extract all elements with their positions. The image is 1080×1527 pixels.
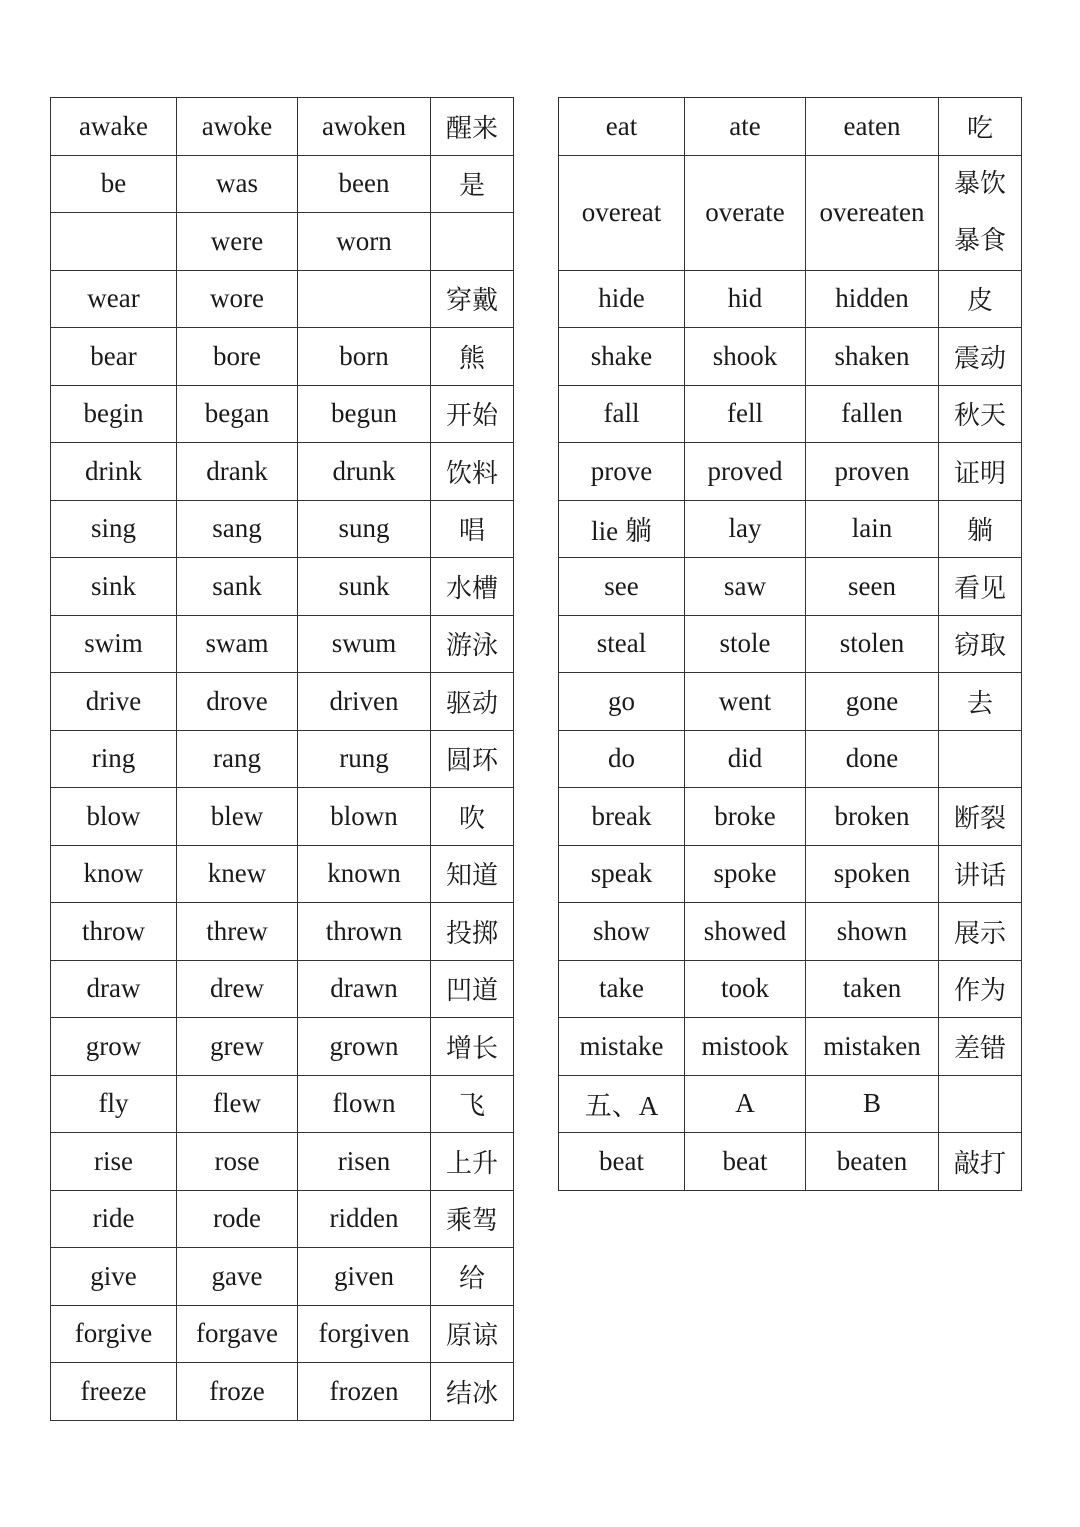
table-row xyxy=(51,1248,514,1306)
base-form-cell: know xyxy=(51,845,177,903)
past-tense-cell: drank xyxy=(177,443,298,501)
past-participle-cell: lain xyxy=(806,500,939,558)
table-row xyxy=(51,500,514,558)
base-form-cell: mistake xyxy=(559,1018,685,1076)
base-form-cell: beat xyxy=(559,1133,685,1191)
meaning-cell: 水槽 xyxy=(431,558,514,616)
table-row xyxy=(559,615,1022,673)
past-participle-cell: proven xyxy=(806,443,939,501)
table-row xyxy=(51,1363,514,1421)
past-tense-cell: saw xyxy=(685,558,806,616)
base-form-cell: drink xyxy=(51,443,177,501)
past-participle-cell: broken xyxy=(806,788,939,846)
table-row xyxy=(51,673,514,731)
meaning-cell: 知道 xyxy=(431,845,514,903)
past-participle-cell: thrown xyxy=(298,903,431,961)
past-participle-cell: stolen xyxy=(806,615,939,673)
past-participle-cell: been xyxy=(298,155,431,213)
past-tense-cell: were xyxy=(177,213,298,271)
base-form-cell: bear xyxy=(51,328,177,386)
base-form-cell: hide xyxy=(559,270,685,328)
past-participle-cell: risen xyxy=(298,1133,431,1191)
meaning-cell: 上升 xyxy=(431,1133,514,1191)
past-tense-cell: flew xyxy=(177,1075,298,1133)
meaning-cell: 证明 xyxy=(939,443,1022,501)
past-tense-cell: went xyxy=(685,673,806,731)
base-form-cell: ride xyxy=(51,1190,177,1248)
base-form-cell: blow xyxy=(51,788,177,846)
meaning-cell: 讲话 xyxy=(939,845,1022,903)
meaning-cell: 秋天 xyxy=(939,385,1022,443)
meaning-cell: 断裂 xyxy=(939,788,1022,846)
past-participle-cell: shown xyxy=(806,903,939,961)
past-participle-cell: known xyxy=(298,845,431,903)
table-row xyxy=(559,98,1022,156)
table-row xyxy=(51,98,514,156)
past-participle-cell: drawn xyxy=(298,960,431,1018)
table-row xyxy=(51,615,514,673)
right-table-body xyxy=(559,98,1022,1191)
table-row xyxy=(559,155,1022,270)
base-form-cell: take xyxy=(559,960,685,1018)
base-form-cell: draw xyxy=(51,960,177,1018)
meaning-cell xyxy=(939,1075,1022,1133)
base-form-cell: give xyxy=(51,1248,177,1306)
meaning-cell: 穿戴 xyxy=(431,270,514,328)
past-tense-cell: ate xyxy=(685,98,806,156)
base-form-cell: speak xyxy=(559,845,685,903)
meaning-line: 暴饮 xyxy=(953,168,1006,199)
past-tense-cell: lay xyxy=(685,500,806,558)
past-tense-cell: was xyxy=(177,155,298,213)
meaning-cell: 震动 xyxy=(939,328,1022,386)
past-participle-cell: sung xyxy=(298,500,431,558)
table-row xyxy=(51,385,514,443)
meaning-cell: 原谅 xyxy=(431,1305,514,1363)
past-participle-cell: sunk xyxy=(298,558,431,616)
past-tense-cell: took xyxy=(685,960,806,1018)
past-tense-cell: beat xyxy=(685,1133,806,1191)
base-form-cell: eat xyxy=(559,98,685,156)
meaning-cell: 唱 xyxy=(431,500,514,558)
past-tense-cell: rose xyxy=(177,1133,298,1191)
table-row xyxy=(51,903,514,961)
base-form-cell: begin xyxy=(51,385,177,443)
table-row xyxy=(559,903,1022,961)
past-tense-cell: hid xyxy=(685,270,806,328)
meaning-cell: 游泳 xyxy=(431,615,514,673)
meaning-cell: 增长 xyxy=(431,1018,514,1076)
meaning-cell: 作为 xyxy=(939,960,1022,1018)
base-form-cell: go xyxy=(559,673,685,731)
base-form-cell: awake xyxy=(51,98,177,156)
base-form-cell: rise xyxy=(51,1133,177,1191)
past-tense-cell: threw xyxy=(177,903,298,961)
base-form-cell: throw xyxy=(51,903,177,961)
past-tense-cell: drove xyxy=(177,673,298,731)
left-verb-table xyxy=(50,97,514,1421)
past-tense-cell: sank xyxy=(177,558,298,616)
table-row xyxy=(51,1075,514,1133)
table-row xyxy=(559,845,1022,903)
past-participle-cell: frozen xyxy=(298,1363,431,1421)
past-participle-cell: driven xyxy=(298,673,431,731)
base-form-cell: break xyxy=(559,788,685,846)
past-tense-cell: bore xyxy=(177,328,298,386)
past-participle-cell: worn xyxy=(298,213,431,271)
table-row xyxy=(51,558,514,616)
past-participle-cell: awoken xyxy=(298,98,431,156)
base-form-cell: forgive xyxy=(51,1305,177,1363)
meaning-cell: 吹 xyxy=(431,788,514,846)
base-form-cell: prove xyxy=(559,443,685,501)
base-form-cell: steal xyxy=(559,615,685,673)
table-row xyxy=(559,385,1022,443)
meaning-cell: 飞 xyxy=(431,1075,514,1133)
past-participle-cell: begun xyxy=(298,385,431,443)
meaning-cell xyxy=(431,213,514,271)
meaning-cell: 皮 xyxy=(939,270,1022,328)
meaning-cell: 饮料 xyxy=(431,443,514,501)
past-tense-cell: rang xyxy=(177,730,298,788)
past-tense-cell: spoke xyxy=(685,845,806,903)
past-participle-cell: forgiven xyxy=(298,1305,431,1363)
past-participle-cell: overeaten xyxy=(806,155,939,270)
past-tense-cell: forgave xyxy=(177,1305,298,1363)
table-row xyxy=(559,270,1022,328)
past-participle-cell xyxy=(298,270,431,328)
past-tense-cell: proved xyxy=(685,443,806,501)
past-tense-cell: grew xyxy=(177,1018,298,1076)
table-row xyxy=(559,1018,1022,1076)
past-participle-cell: eaten xyxy=(806,98,939,156)
past-participle-cell: grown xyxy=(298,1018,431,1076)
meaning-cell: 吃 xyxy=(939,98,1022,156)
past-tense-cell: mistook xyxy=(685,1018,806,1076)
table-row xyxy=(559,673,1022,731)
past-participle-cell: mistaken xyxy=(806,1018,939,1076)
past-participle-cell: drunk xyxy=(298,443,431,501)
meaning-cell: 敲打 xyxy=(939,1133,1022,1191)
table-row xyxy=(559,960,1022,1018)
base-form-cell xyxy=(51,213,177,271)
base-form-cell: sing xyxy=(51,500,177,558)
meaning-cell: 凹道 xyxy=(431,960,514,1018)
past-participle-cell: gone xyxy=(806,673,939,731)
left-table-body xyxy=(51,98,514,1421)
table-row xyxy=(559,443,1022,501)
base-form-cell: grow xyxy=(51,1018,177,1076)
meaning-cell: 投掷 xyxy=(431,903,514,961)
past-tense-cell: awoke xyxy=(177,98,298,156)
table-row xyxy=(51,1133,514,1191)
table-row xyxy=(559,500,1022,558)
meaning-cell xyxy=(939,155,1022,270)
meaning-cell: 展示 xyxy=(939,903,1022,961)
past-tense-cell: rode xyxy=(177,1190,298,1248)
past-tense-cell: began xyxy=(177,385,298,443)
past-tense-cell: knew xyxy=(177,845,298,903)
past-tense-cell: did xyxy=(685,730,806,788)
past-tense-cell: drew xyxy=(177,960,298,1018)
base-form-cell: fall xyxy=(559,385,685,443)
meaning-cell: 是 xyxy=(431,155,514,213)
base-form-cell: overeat xyxy=(559,155,685,270)
past-tense-cell: showed xyxy=(685,903,806,961)
meaning-cell: 圆环 xyxy=(431,730,514,788)
past-tense-cell: A xyxy=(685,1075,806,1133)
base-form-cell: see xyxy=(559,558,685,616)
past-participle-cell: swum xyxy=(298,615,431,673)
past-tense-cell: wore xyxy=(177,270,298,328)
meaning-cell: 看见 xyxy=(939,558,1022,616)
table-row xyxy=(51,443,514,501)
past-participle-cell: shaken xyxy=(806,328,939,386)
past-participle-cell: hidden xyxy=(806,270,939,328)
table-row xyxy=(51,328,514,386)
table-row xyxy=(559,788,1022,846)
past-tense-cell: gave xyxy=(177,1248,298,1306)
meaning-cell xyxy=(939,730,1022,788)
past-participle-cell: blown xyxy=(298,788,431,846)
table-row xyxy=(51,1018,514,1076)
table-row xyxy=(559,730,1022,788)
table-row xyxy=(51,845,514,903)
base-form-cell: sink xyxy=(51,558,177,616)
base-form-cell: drive xyxy=(51,673,177,731)
base-form-cell: ring xyxy=(51,730,177,788)
base-form-cell: 五、A xyxy=(559,1075,685,1133)
base-form-cell: swim xyxy=(51,615,177,673)
past-participle-cell: beaten xyxy=(806,1133,939,1191)
table-row xyxy=(51,270,514,328)
base-form-cell: fly xyxy=(51,1075,177,1133)
past-participle-cell: B xyxy=(806,1075,939,1133)
base-form-cell: be xyxy=(51,155,177,213)
past-participle-cell: taken xyxy=(806,960,939,1018)
base-form-cell: wear xyxy=(51,270,177,328)
past-tense-cell: swam xyxy=(177,615,298,673)
past-participle-cell: given xyxy=(298,1248,431,1306)
base-form-cell: shake xyxy=(559,328,685,386)
table-row xyxy=(51,788,514,846)
table-row xyxy=(559,328,1022,386)
past-participle-cell: rung xyxy=(298,730,431,788)
table-row xyxy=(559,558,1022,616)
base-form-cell: show xyxy=(559,903,685,961)
meaning-cell: 给 xyxy=(431,1248,514,1306)
past-participle-cell: flown xyxy=(298,1075,431,1133)
table-row xyxy=(51,155,514,213)
base-form-cell: do xyxy=(559,730,685,788)
past-participle-cell: ridden xyxy=(298,1190,431,1248)
past-participle-cell: seen xyxy=(806,558,939,616)
meaning-cell: 驱动 xyxy=(431,673,514,731)
meaning-cell: 差错 xyxy=(939,1018,1022,1076)
past-tense-cell: overate xyxy=(685,155,806,270)
past-tense-cell: broke xyxy=(685,788,806,846)
table-row xyxy=(51,730,514,788)
past-participle-cell: spoken xyxy=(806,845,939,903)
past-participle-cell: fallen xyxy=(806,385,939,443)
right-verb-table xyxy=(558,97,1022,1191)
table-row xyxy=(51,213,514,271)
meaning-cell: 乘驾 xyxy=(431,1190,514,1248)
base-form-cell: freeze xyxy=(51,1363,177,1421)
meaning-cell: 开始 xyxy=(431,385,514,443)
meaning-cell: 躺 xyxy=(939,500,1022,558)
meaning-cell: 去 xyxy=(939,673,1022,731)
table-row xyxy=(51,1190,514,1248)
past-tense-cell: froze xyxy=(177,1363,298,1421)
meaning-cell: 窃取 xyxy=(939,615,1022,673)
past-participle-cell: born xyxy=(298,328,431,386)
table-row xyxy=(559,1075,1022,1133)
table-row xyxy=(51,960,514,1018)
meaning-cell: 结冰 xyxy=(431,1363,514,1421)
meaning-cell: 醒来 xyxy=(431,98,514,156)
past-tense-cell: sang xyxy=(177,500,298,558)
past-participle-cell: done xyxy=(806,730,939,788)
table-row xyxy=(51,1305,514,1363)
meaning-line: 暴食 xyxy=(953,225,1006,256)
meaning-cell: 熊 xyxy=(431,328,514,386)
table-row xyxy=(559,1133,1022,1191)
past-tense-cell: shook xyxy=(685,328,806,386)
past-tense-cell: stole xyxy=(685,615,806,673)
past-tense-cell: blew xyxy=(177,788,298,846)
past-tense-cell: fell xyxy=(685,385,806,443)
base-form-cell: lie 躺 xyxy=(559,500,685,558)
